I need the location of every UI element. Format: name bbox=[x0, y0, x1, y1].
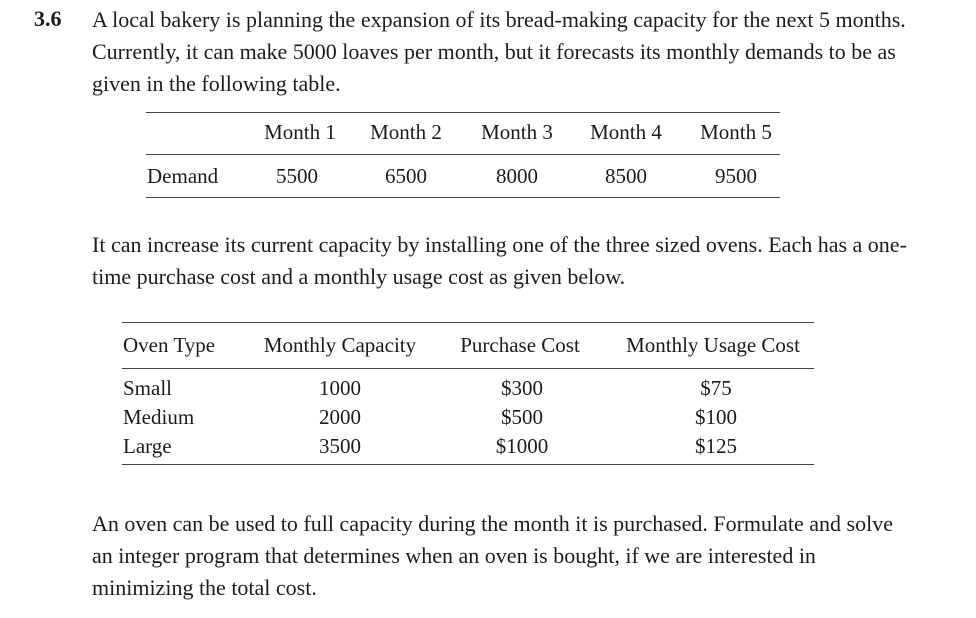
oven-row-small-capacity: 1000 bbox=[319, 376, 361, 400]
oven-table-bottom-rule bbox=[122, 464, 814, 465]
demand-header-month-5: Month 5 bbox=[700, 120, 772, 144]
demand-header-month-4: Month 4 bbox=[590, 120, 662, 144]
oven-header-usage: Monthly Usage Cost bbox=[626, 333, 800, 357]
demand-row-label: Demand bbox=[147, 164, 219, 188]
oven-row-small-type: Small bbox=[123, 376, 173, 400]
demand-value-month-3: 8000 bbox=[496, 164, 538, 188]
oven-row-large-usage: $125 bbox=[695, 434, 737, 458]
demand-table-top-rule bbox=[146, 112, 780, 113]
oven-row-small-usage: $75 bbox=[700, 376, 732, 400]
demand-value-month-4: 8500 bbox=[605, 164, 647, 188]
oven-header-type: Oven Type bbox=[123, 333, 216, 357]
oven-table-top-rule bbox=[122, 322, 814, 323]
oven-header-purchase: Purchase Cost bbox=[460, 333, 580, 357]
oven-row-medium-purchase: $500 bbox=[501, 405, 543, 429]
oven-row-medium-type: Medium bbox=[123, 405, 195, 429]
oven-intro-paragraph: It can increase its current capacity by installing one of the three sized ovens. Each has a one-time purchase cost and a monthly usage cost as given below. bbox=[92, 232, 907, 289]
intro-paragraph: A local bakery is planning the expansion of its bread-making capacity for the next 5 months. Currently, it can make 5000 loaves per month, but it forecasts its monthly demands to be as given in the following table. bbox=[92, 7, 906, 96]
demand-value-month-2: 6500 bbox=[385, 164, 427, 188]
demand-header-month-3: Month 3 bbox=[481, 120, 553, 144]
oven-row-large-capacity: 3500 bbox=[319, 434, 361, 458]
oven-row-large-type: Large bbox=[123, 434, 172, 458]
oven-header-capacity: Monthly Capacity bbox=[263, 333, 417, 357]
oven-row-large-purchase: $1000 bbox=[495, 434, 549, 458]
oven-row-small-purchase: $300 bbox=[501, 376, 543, 400]
demand-header-month-1: Month 1 bbox=[264, 120, 336, 144]
oven-row-medium-capacity: 2000 bbox=[319, 405, 361, 429]
oven-row-medium-usage: $100 bbox=[695, 405, 737, 429]
oven-table-mid-rule bbox=[122, 368, 814, 369]
demand-value-month-5: 9500 bbox=[715, 164, 757, 188]
problem-number: 3.6 bbox=[34, 6, 62, 31]
demand-header-month-2: Month 2 bbox=[370, 120, 442, 144]
closing-paragraph: An oven can be used to full capacity during the month it is purchased. Formulate and solve an integer program that determines when an oven is bought, if we are interested in minimizing the total cost. bbox=[92, 511, 893, 600]
demand-value-month-1: 5500 bbox=[276, 164, 318, 188]
demand-table-bottom-rule bbox=[146, 197, 780, 198]
demand-table-mid-rule bbox=[146, 154, 780, 155]
